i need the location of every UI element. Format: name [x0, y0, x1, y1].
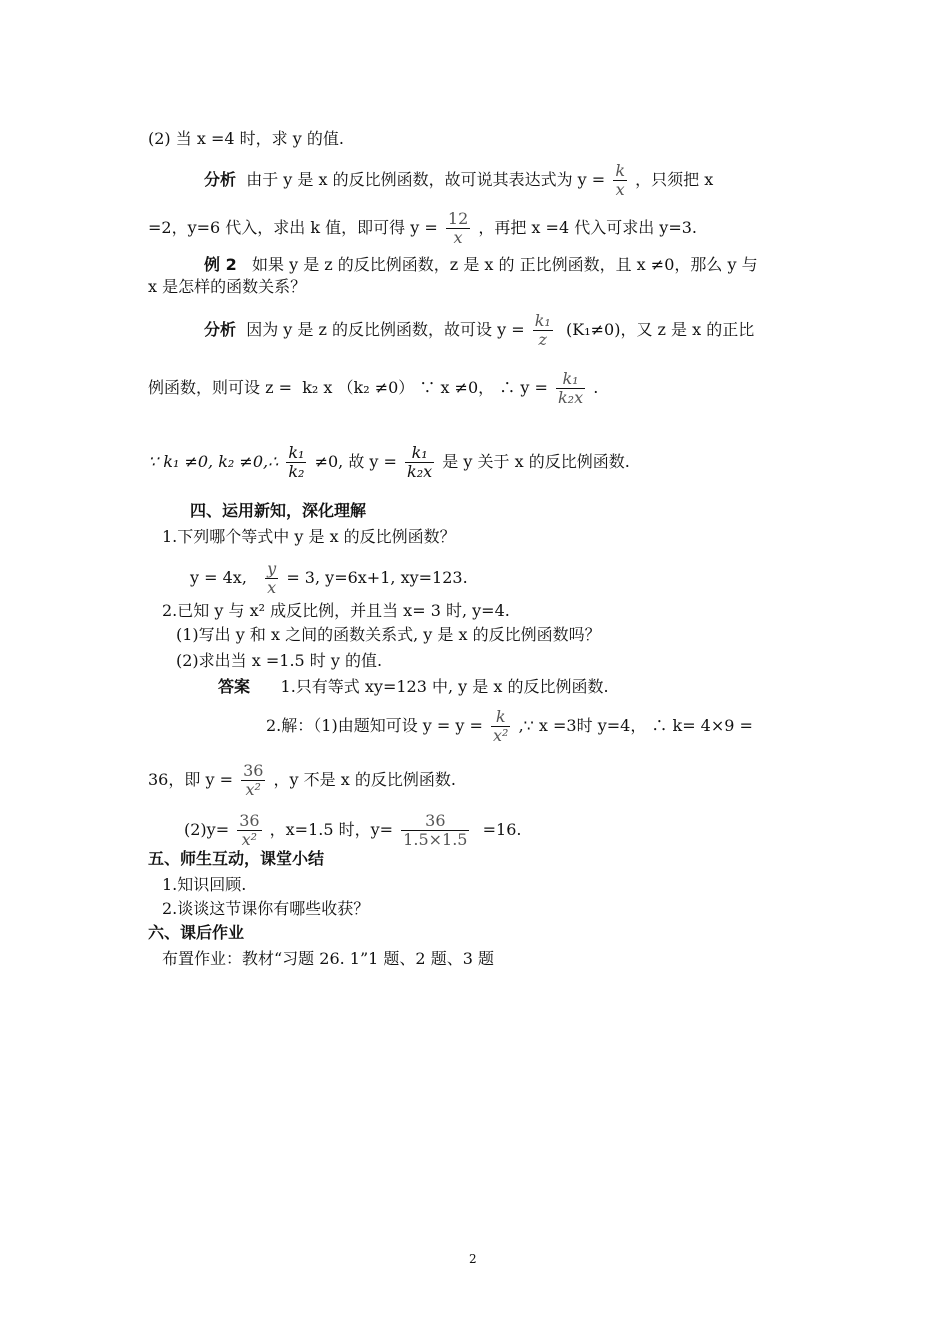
question-1: 1.下列哪个等式中 y 是 x 的反比例函数？ [162, 527, 456, 546]
question-1-equations [190, 560, 468, 597]
homework-text: 布置作业：教材“习题 26. 1”1 题、2 题、3 题 [162, 949, 494, 968]
fraction-k1-over-k2: $\frac{\text{k₁}}{\text{k₂}}$ [288, 443, 305, 481]
analysis-2-line-2 [148, 370, 598, 407]
section-5-title: 五、师生互动，课堂小结 [148, 849, 325, 868]
question-2-part-1: (1)写出 y 和 x 之间的函数关系式, y 是 x 的反比例函数吗？ [176, 625, 601, 644]
analysis-2-line-3 [148, 444, 630, 481]
analysis-2-tail-3: 是 y 关于 x 的反比例函数. [442, 452, 630, 471]
example-label: 例 2 [204, 255, 237, 274]
fraction-36-over-product: $\frac{36}{1.5\times 1.5}$ [403, 811, 468, 849]
fraction-k1-over-k2x: $\frac{\text{k₁}}{\text{k₂x}}$ [557, 369, 584, 407]
answer-2-tail: ,∵ x =3时 y=4， ∴ k= 4×9 = [518, 716, 753, 735]
page-number: 2 [469, 1252, 477, 1266]
answer-2-line-2 [148, 762, 456, 799]
answer-1-text: 1.只有等式 xy=123 中, y 是 x 的反比例函数. [280, 677, 609, 696]
analysis-label: 分析 [204, 170, 237, 189]
answer-2-line-3 [184, 812, 522, 849]
fraction-k-over-x2: $\frac{k}{\text{x²}}$ [493, 707, 509, 745]
analysis-2-tail: (K₁≠0)，又 z 是 x 的正比 [566, 320, 755, 339]
fraction-k-over-x: $\frac{k}{x}$ [615, 161, 626, 199]
equation-b: = 3, y=6x+1, xy=123. [286, 568, 468, 587]
analysis-text-2: =2，y=6 代入，求出 k 值，即可得 y = [148, 218, 438, 237]
analysis-2-mid: k₂ x （k₂ ≠0） ∵ x ≠0， ∴ y = [302, 378, 548, 397]
answer-3-tail: =16. [482, 820, 522, 839]
analysis-label-2: 分析 [204, 320, 237, 339]
fraction-12-over-x: $\frac{12}{x}$ [447, 209, 469, 247]
fraction-y-over-x: $\frac{y}{x}$ [267, 559, 277, 597]
analysis-2-mid-3: ≠0, 故 y = [314, 452, 397, 471]
answer-2-tail-2: ，y 不是 x 的反比例函数. [273, 770, 456, 789]
summary-item-1: 1.知识回顾. [162, 875, 247, 894]
answer-2-text-2: 36，即 y = [148, 770, 233, 789]
fraction-36-over-x2-2: $\frac{36}{\text{x²}}$ [239, 811, 260, 849]
analysis-text: 由于 y 是 x 的反比例函数，故可说其表达式为 y = [246, 170, 606, 189]
analysis-tail: ，只须把 x [635, 170, 714, 189]
analysis-2-text: 因为 y 是 z 的反比例函数，故可设 y = [246, 320, 525, 339]
question-2-part-2: (2)求出当 x =1.5 时 y 的值. [176, 651, 383, 670]
equation-a: y = 4x, [190, 568, 247, 587]
part-2-question: (2) 当 x =4 时，求 y 的值. [148, 129, 344, 148]
answer-1 [218, 676, 609, 698]
fraction-36-over-x2: $\frac{36}{\text{x²}}$ [243, 761, 264, 799]
answer-2-text: 2.解：（1)由题知可设 y = y = [266, 716, 483, 735]
analysis-2-text-3: ∵ k₁ ≠0, k₂ ≠0,∴ [148, 452, 279, 471]
analysis-tail-2: ，再把 x =4 代入可求出 y=3. [478, 218, 698, 237]
example-2-line-1 [204, 254, 758, 276]
fraction-k1-over-k2x-2: $\frac{\text{k₁}}{\text{k₂x}}$ [407, 443, 433, 481]
answer-3-mid: ，x=1.5 时，y= [269, 820, 394, 839]
analysis-2-text-2: 例函数，则可设 z = [148, 378, 293, 397]
analysis-2-tail-2: . [593, 378, 599, 397]
answer-3-text: (2)y= [184, 820, 230, 839]
summary-item-2: 2.谈谈这节课你有哪些收获？ [162, 899, 370, 918]
example-2-line-2: x 是怎样的函数关系？ [148, 277, 307, 296]
answer-label: 答案 [218, 677, 251, 696]
question-2: 2.已知 y 与 x² 成反比例，并且当 x= 3 时, y=4. [162, 601, 510, 620]
analysis-1-line-1 [204, 162, 713, 199]
example-text: 如果 y 是 z 的反比例函数，z 是 x 的 正比例函数，且 x ≠0，那么 y 与 [251, 255, 758, 274]
section-4-title: 四、运用新知，深化理解 [190, 501, 367, 520]
section-6-title: 六、课后作业 [148, 923, 245, 942]
analysis-1-line-2 [148, 210, 697, 247]
analysis-2-line-1 [204, 312, 754, 349]
fraction-k1-over-z: $\frac{\text{k₁}}{z}$ [534, 311, 551, 349]
answer-2-line-1 [266, 708, 753, 745]
